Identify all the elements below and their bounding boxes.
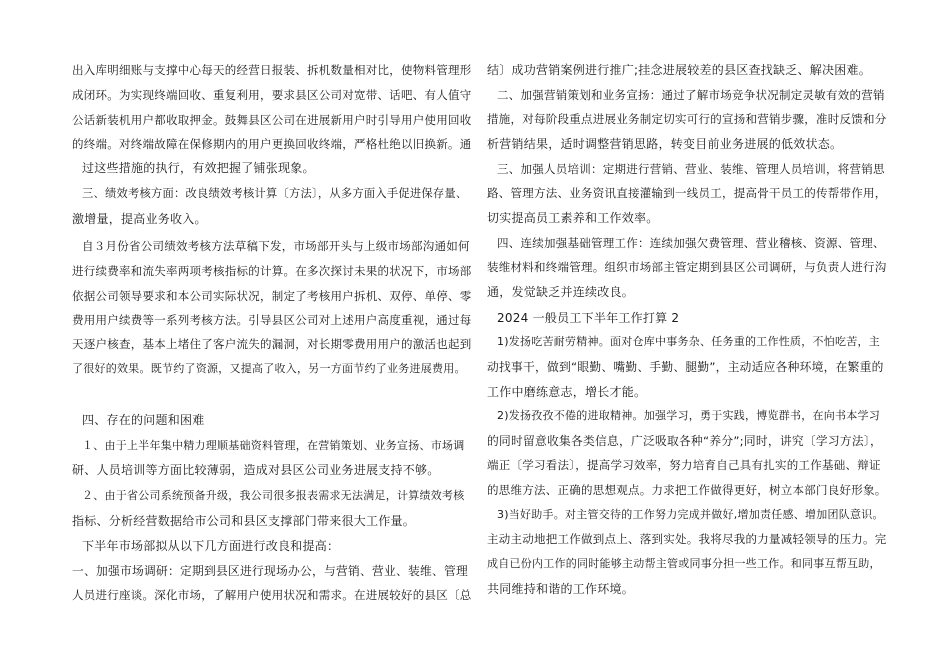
right-text-line: 析营销结果，适时调整营销思路，转变目前业务进展的低效状态。 <box>487 137 843 151</box>
left-text-line: 了很好的效果。既节约了资源，又提高了收入，另一方面节约了业务进展费用。 <box>72 362 466 375</box>
right-text-line: 装维材料和终端管理。组织市场部主管定期到县区公司调研，与负责人进行沟 <box>487 260 887 274</box>
right-text-line: 成自已份内工作的同时能够主动帮主管或同事分担一些工作。和同事互帮互助， <box>487 557 881 570</box>
right-text-line: 措施，对每阶段重点进展业务制定切实可行的宣扬和营销步骤，准时反馈和分 <box>487 112 887 126</box>
right-text-line: 三、加强人员培训：定期进行营销、营业、装维、管理人员培训，将营销思 <box>497 162 885 176</box>
left-text-line: ２、由于省公司系统预备升级，我公司很多报表需求无法满足，计算绩效考核 <box>82 489 465 502</box>
right-text-line: 1)发扬吃苦耐劳精神。面对仓库中事务杂、任务重的工作性质，不怕吃苦，主 <box>497 335 881 348</box>
left-text-line: 一、加强市场调研：定期到县区进行现场办公，与营销、营业、装维、管理 <box>72 564 468 578</box>
right-text-line: 3)当好助手。对主管交待的工作努力完成并做好,增加责任感、增加团队意识。 <box>497 508 884 521</box>
right-text-line: 通，发觉缺乏并连续改良。 <box>487 285 635 299</box>
right-text-line: 的思维方法、正确的思想观点。力求把工作做得更好，树立本部门良好形象。 <box>487 483 887 497</box>
right-text-line: 主动主动地把工作做到点上、落到实处。我将尽我的力量减轻领导的压力。完 <box>487 532 887 546</box>
right-text-line: 四、连续加强基础管理工作：连续加强欠费管理、营业稽核、资源、管理、 <box>497 236 885 250</box>
right-text-line: 端正〔学习看法〕，提高学习效率，努力培育自己具有扎实的工作基础、辩证 <box>487 458 881 472</box>
left-text-line: 成闭环。为实现终端回收、重复利用，要求县区公司对宽带、话吧、有人值守 <box>72 88 472 102</box>
left-text-line: 费用用户续费等一系列考核方法。引导县区公司对上述用户高度重视，通过每 <box>72 313 472 327</box>
left-text-line: １、由于上半年集中精力理顺基础资料管理，在营销策划、业务宣扬、市场调 <box>82 439 465 452</box>
right-text-line: 2)发扬孜孜不倦的进取精神。加强学习，勇于实践，博览群书，在向书本学习 <box>497 409 881 422</box>
right-text-line: 工作中磨练意志，增长才能。 <box>487 385 647 399</box>
left-text-line: 四、存在的问题和困难 <box>82 413 205 427</box>
left-text-line: 天逐户核查，基本上堵住了客户流失的漏洞，对长期零费用用户的激活也起到 <box>72 337 472 351</box>
left-text-line: 人员进行座谈。深化市场，了解用户使用状况和需求。在进展较好的县区〔总 <box>72 588 472 602</box>
left-text-line: 下半年市场部拟从以下几方面进行改良和提高： <box>82 539 340 553</box>
left-text-line: 的终端。对终端故障在保修期内的用户更换回收终端，严格杜绝以旧换新。通 <box>72 137 472 151</box>
left-text-line: 自３月份省公司绩效考核方法草稿下发，市场部开头与上级市场部沟通如何 <box>82 239 470 253</box>
left-text-line: 出入库明细账与支撑中心每天的经营日报装、拆机数量相对比，使物料管理形 <box>72 63 472 77</box>
right-text-line: 的同时留意收集各类信息，广泛吸取各种“养分”;同时，讲究〔学习方法〕， <box>487 434 883 448</box>
left-text-line: 激增量，提高业务收入。 <box>72 212 207 226</box>
left-text-line: 过这些措施的执行，有效把握了铺张现象。 <box>82 161 315 175</box>
right-text-line: 共同维持和谐的工作环境。 <box>487 582 635 596</box>
right-text-line: 二、加强营销策划和业务宣扬：通过了解市场竞争状况制定灵敏有效的营销 <box>497 88 885 102</box>
left-text-line: 进行续费率和流失率两项考核指标的计算。在多次探讨未果的状况下，市场部 <box>72 264 472 278</box>
left-text-line: 三、绩效考核方面：改良绩效考核计算〔方法〕，从多方面入手促进保存量、 <box>82 187 468 200</box>
right-text-line: 动找事干，做到“眼勤、嘴勤、手勤、腿勤”，主动适应各种环境，在繁重的 <box>487 360 884 374</box>
left-text-line: 指标、分析经营数据给市公司和县区支撑部门带来很大工作量。 <box>72 514 416 528</box>
right-text-line: 路、管理方法、业务资讯直接灌输到一线员工，提高骨干员工的传帮带作用， <box>487 186 887 200</box>
right-text-line: 2024 一般员工下半年工作打算 2 <box>497 311 680 325</box>
right-text-line: 结〕成功营销案例进行推广;挂念进展较差的县区查找缺乏、解决困难。 <box>487 63 872 77</box>
left-text-line: 研、人员培训等方面比较薄弱，造成对县区公司业务进展支持不够。 <box>72 463 440 477</box>
left-text-line: 依据公司领导要求和本公司实际状况，制定了考核用户拆机、双停、单停、零 <box>72 289 472 303</box>
left-text-line: 公话新装机用户都收取押金。鼓舞县区公司在进展新用户时引导用户使用回收 <box>72 113 472 127</box>
right-text-line: 切实提高员工素养和工作效率。 <box>487 211 659 225</box>
